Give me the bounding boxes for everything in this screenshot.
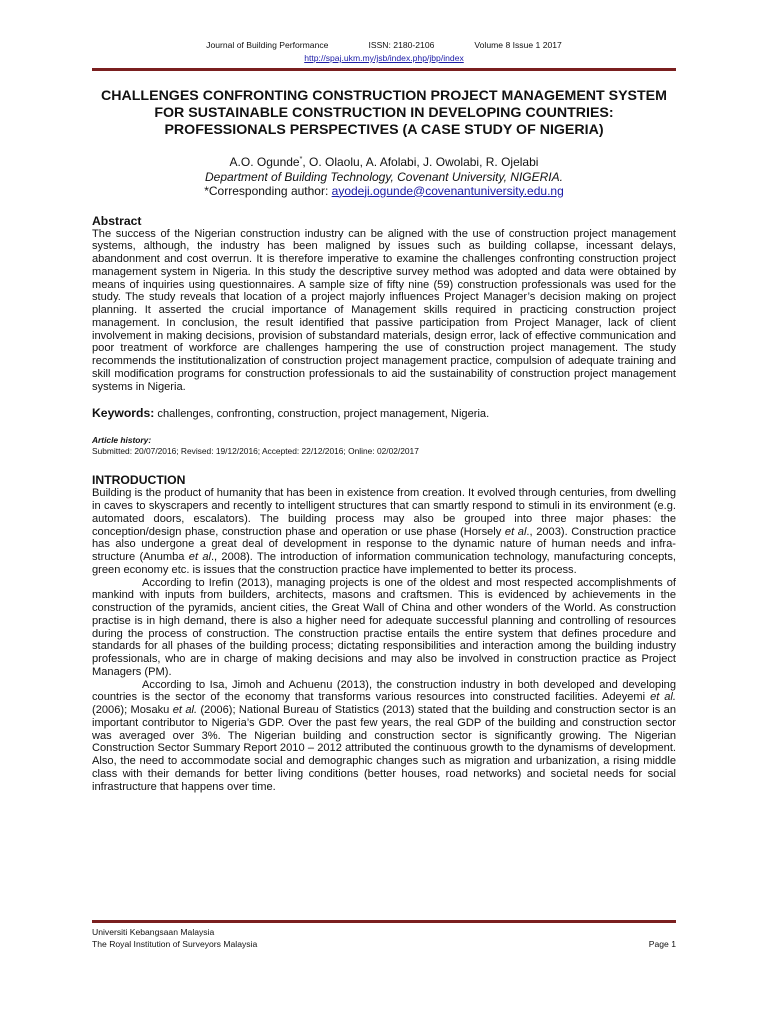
footer-institution: The Royal Institution of Surveyors Malaysia bbox=[92, 939, 258, 949]
intro-paragraph-1: Building is the product of humanity that has been in existence from creation. It evolved through centuries, from dwelling in caves to skyscrapers and recently to intelligent structures that can smartly respond to stimuli in its environment (e.g. automated doors, escalators). The building process may also be grouped into three major phases: the conception/design phase, construction phase and operation or use phase (Horsely et al., 2003). Construction practice has also undergone a great deal of development in response to the dynamic nature of human needs and infra-structure (Anumba et al., 2008). The introduction of information communication technology, manufacturing concepts, green economy etc. is issues that the construction practice have implemented to better its process. bbox=[92, 487, 676, 576]
journal-issn: ISSN: 2180-2106 bbox=[368, 40, 435, 50]
journal-name: Journal of Building Performance bbox=[206, 40, 329, 50]
page-footer bbox=[92, 920, 676, 950]
journal-header bbox=[92, 40, 676, 51]
corresponding-email-link[interactable]: ayodeji.ogunde@covenantuniversity.edu.ng bbox=[331, 183, 564, 198]
page-number: Page 1 bbox=[648, 939, 676, 949]
keywords-text: challenges, confronting, construction, project management, Nigeria. bbox=[154, 408, 490, 421]
affiliation: Department of Building Technology, Covenant University, NIGERIA. bbox=[205, 169, 563, 184]
intro-paragraph-2: According to Irefin (2013), managing projects is one of the oldest and most respected accomplishments of mankind with inputs from builders, architects, masons and craftsmen. This is evidenced by achievements in the construction of the pyramids, ancient cities, the Great Wall of China and other wonders of the World. As construction practise is in high demand, there is also a higher need for adequate successful planning and controlling of resources during the process of construction. The construction practise entails the entire system that defines procedure and standards for all phases of the building process; dictating responsibilities and interaction among the building industry professionals, who are in charge of making decisions and may also be involved in construction practice as Project Managers (PM). bbox=[92, 576, 676, 678]
journal-url-link[interactable]: http://spaj.ukm.my/jsb/index.php/jbp/index bbox=[304, 53, 464, 63]
author-list bbox=[92, 153, 676, 170]
corresponding-mark: * bbox=[299, 156, 303, 163]
corresponding-label: *Corresponding author: bbox=[204, 183, 332, 198]
corresponding-author bbox=[92, 184, 676, 198]
footer-university: Universiti Kebangsaan Malaysia bbox=[92, 927, 215, 937]
header-divider bbox=[92, 68, 676, 71]
first-author: A.O. Ogunde bbox=[229, 155, 300, 169]
paper-title: CHALLENGES CONFRONTING CONSTRUCTION PROJECT MANAGEMENT SYSTEM FOR SUSTAINABLE CONSTRUCTION IN DEVELOPING COUNTRIES: PROFESSIONALS PERSPECTIVES (A CASE STUDY OF NIGERIA) bbox=[101, 88, 667, 138]
journal-url-line bbox=[92, 53, 676, 64]
intro-paragraph-3: According to Isa, Jimoh and Achuenu (2013), the construction industry in both developed and developing countries is the sector of the economy that transforms various resources into constructed facilities. Adeyemi et al. (2006); Mosaku et al. (2006); National Bureau of Statistics (2013) stated that the building and construction sector is an important contributor to Nigeria’s GDP. Over the past few years, the real GDP of the building and construction sector was averaged over 3%. The Nigerian building and construction sector is significantly growing. The Nigerian Construction Sector Summary Report 2010 – 2012 attributed the continuous growth to the dynamisms of development. Also, the need to accommodate social and demographic changes such as migration and urbanization, a rising middle class with their demands for better living conditions (better houses, road networks) and societal needs for social infrastructure that happens over time. bbox=[92, 678, 676, 793]
abstract-text: The success of the Nigerian construction industry can be aligned with the use of construction project management systems, although, the industry has been maligned by issues such as building collapse, incessant delays, abandonment and cost overrun. It is therefore imperative to examine the challenges confronting construction project management system in Nigeria. In this study the descriptive survey method was adopted and data were obtained by means of inquiries using questionnaires. A sample size of fifty nine (59) construction professionals was used for the study. The study reveals that location of a project majorly influences Project Manager’s decision making on project planning. It asserted the crucial importance of Management skills required in practicing construction project management. In conclusion, the result identified that passive participation from Project Manager, lack of client involvement in making decisions, provision of substandard materials, design error, lack of effective communication and poor treatment of workforce are challenges hampering the use of construction project management. The study recommends the institutionalization of construction project management practice, compulsion of adequate training and skill modification programs for construction professionals to aid the sustainability of construction project management systems in Nigeria. bbox=[92, 227, 676, 393]
footer-divider bbox=[92, 920, 676, 923]
other-authors: , O. Olaolu, A. Afolabi, J. Owolabi, R. Ojelabi bbox=[302, 155, 539, 169]
journal-volume: Volume 8 Issue 1 2017 bbox=[474, 40, 562, 50]
page bbox=[92, 40, 676, 793]
introduction-heading: INTRODUCTION bbox=[92, 473, 186, 488]
article-history-label: Article history: bbox=[92, 435, 152, 446]
article-history-dates: Submitted: 20/07/2016; Revised: 19/12/2016; Accepted: 22/12/2016; Online: 02/02/2017 bbox=[92, 446, 419, 457]
footer-text bbox=[92, 926, 676, 950]
abstract-heading: Abstract bbox=[92, 213, 142, 228]
keywords-label: Keywords: bbox=[92, 406, 155, 421]
keywords bbox=[92, 407, 676, 421]
